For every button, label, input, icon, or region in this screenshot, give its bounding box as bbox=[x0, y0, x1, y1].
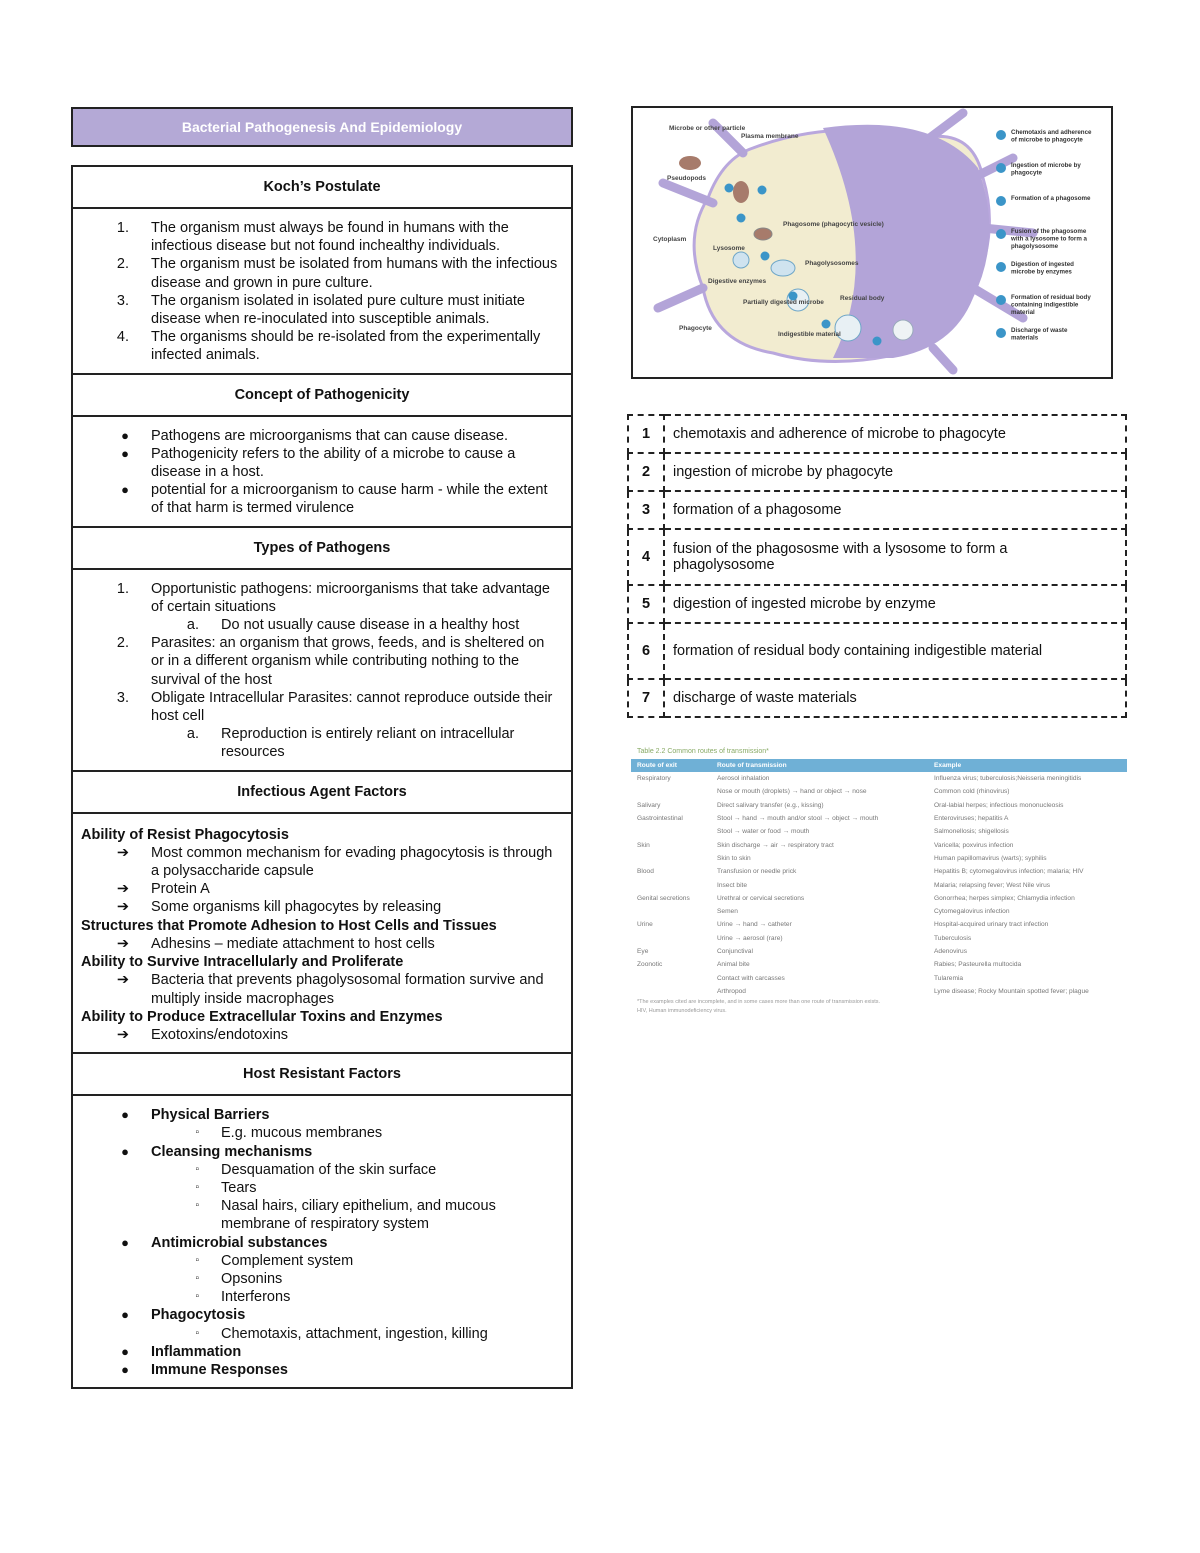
koch-heading: Koch’s Postulate bbox=[73, 167, 571, 209]
list-item-text: Adhesins – mediate attachment to host cells bbox=[151, 935, 435, 952]
transmission-caption: Table 2.2 Common routes of transmission* bbox=[637, 748, 769, 755]
transmission-cell: Tularemia bbox=[934, 974, 964, 982]
step-row bbox=[628, 585, 1126, 623]
transmission-row bbox=[631, 971, 1127, 984]
list-marker: ● bbox=[121, 1234, 129, 1250]
transmission-row bbox=[631, 878, 1127, 891]
step-row bbox=[628, 623, 1126, 679]
transmission-cell: Salivary bbox=[637, 801, 661, 809]
list-marker: ● bbox=[121, 1361, 129, 1377]
list-marker: ● bbox=[121, 1107, 129, 1123]
list-item-text: Immune Responses bbox=[151, 1361, 288, 1378]
list-marker: ● bbox=[121, 1307, 129, 1323]
transmission-row bbox=[631, 785, 1127, 798]
types-list bbox=[73, 570, 571, 772]
list-item-text: Antimicrobial substances bbox=[151, 1234, 328, 1251]
legend-number-icon bbox=[996, 163, 1006, 173]
host-factor bbox=[73, 1106, 561, 1124]
transmission-row bbox=[631, 812, 1127, 825]
page-title: Bacterial Pathogenesis And Epidemiology bbox=[71, 107, 573, 147]
legend-text: Formation of a phagosome bbox=[1011, 195, 1091, 202]
list-item-text: Pathogenicity refers to the ability of a microbe to cause a disease in a host. bbox=[151, 445, 516, 481]
step-text: ingestion of microbe by phagocyte bbox=[664, 453, 1126, 491]
transmission-cell: Adenovirus bbox=[934, 948, 967, 955]
list-marker: a. bbox=[186, 726, 199, 743]
types-item bbox=[73, 725, 561, 761]
transmission-row bbox=[631, 852, 1127, 865]
host-heading: Host Resistant Factors bbox=[73, 1054, 571, 1096]
list-marker: ➔ bbox=[116, 881, 129, 898]
legend-text: Fusion of the phagosome with a lysosome to form a phagolysosome bbox=[1011, 228, 1087, 250]
list-marker: ➔ bbox=[116, 844, 129, 861]
transmission-cell: Salmonellosis; shigellosis bbox=[934, 828, 1009, 836]
list-marker: ● bbox=[121, 482, 129, 498]
factor-item bbox=[81, 935, 561, 953]
legend-number-icon bbox=[996, 295, 1006, 305]
transmission-cell: Skin to skin bbox=[717, 854, 751, 862]
list-item-text: potential for a microorganism to cause harm - while the extent of that harm is termed virulence bbox=[151, 482, 548, 517]
transmission-cell: Contact with carcasses bbox=[717, 974, 785, 982]
pathogenicity-item bbox=[73, 427, 561, 445]
transmission-cell: Aerosol inhalation bbox=[717, 775, 770, 783]
list-item-text: Protein A bbox=[151, 881, 210, 898]
transmission-cell: Hepatitis B; cytomegalovirus infection; malaria; HIV bbox=[934, 868, 1084, 876]
label-phagolysosomes: Phagolysosomes bbox=[805, 260, 859, 267]
legend-number-icon bbox=[996, 229, 1006, 239]
phagocytosis-svg bbox=[633, 108, 1110, 376]
pathogenicity-heading: Concept of Pathogenicity bbox=[73, 375, 571, 417]
notes-table bbox=[71, 165, 573, 1389]
step-number: 6 bbox=[628, 623, 664, 679]
transmission-row bbox=[631, 918, 1127, 931]
transmission-cell: Semen bbox=[717, 908, 738, 916]
transmission-cell: Oral-labial herpes; infectious mononucleosis bbox=[934, 801, 1064, 809]
list-item-text: Obligate Intracellular Parasites: cannot reproduce outside their host cell bbox=[151, 689, 553, 725]
host-factor bbox=[73, 1143, 561, 1161]
host-factor bbox=[73, 1343, 561, 1361]
step-text: chemotaxis and adherence of microbe to phagocyte bbox=[664, 415, 1126, 453]
host-subitem bbox=[73, 1252, 561, 1270]
list-item-text: Cleansing mechanisms bbox=[151, 1143, 313, 1160]
host-subitem bbox=[73, 1270, 561, 1288]
host-subitem bbox=[73, 1161, 561, 1179]
list-item-text: The organism isolated in isolated pure culture must initiate disease when re-inoculated into susceptible animals. bbox=[151, 292, 525, 328]
transmission-row bbox=[631, 772, 1127, 785]
label-phagocyte: Phagocyte bbox=[679, 325, 712, 332]
list-item-text: Bacteria that prevents phagolysosomal formation survive and multiply inside macrophages bbox=[151, 972, 544, 1007]
list-marker: 4. bbox=[116, 329, 129, 346]
transmission-row bbox=[631, 905, 1127, 918]
list-marker: ▫ bbox=[195, 1327, 199, 1339]
list-item-text: The organism must be isolated from humans with the infectious disease and grown in pure culture. bbox=[151, 256, 558, 291]
transmission-cell: Direct salivary transfer (e.g., kissing) bbox=[717, 801, 824, 809]
list-item-text: Parasites: an organism that grows, feeds, and is sheltered on or in a different organism while contributing nothing to the survival of the host bbox=[151, 635, 545, 688]
transmission-cell: Tuberculosis bbox=[934, 934, 972, 942]
transmission-cell: Skin discharge → air → respiratory tract bbox=[717, 841, 834, 849]
label-plasma-membrane: Plasma membrane bbox=[741, 133, 799, 140]
transmission-cell: Varicella; poxvirus infection bbox=[934, 841, 1014, 849]
types-item bbox=[73, 689, 561, 725]
label-indigestible: Indigestible material bbox=[778, 331, 841, 338]
label-pseudopods: Pseudopods bbox=[667, 175, 707, 182]
legend-text: Digestion of ingested microbe by enzymes bbox=[1011, 261, 1074, 276]
factor-group-title: Ability to Survive Intracellularly and Proliferate bbox=[81, 954, 404, 971]
list-item-text: Pathogens are microorganisms that can cause disease. bbox=[151, 427, 509, 444]
transmission-cell: Gonorrhea; herpes simplex; Chlamydia infection bbox=[934, 894, 1075, 902]
transmission-cell: Malaria; relapsing fever; West Nile virus bbox=[934, 881, 1051, 889]
transmission-header bbox=[631, 759, 1127, 772]
transmission-cell: Transfusion or needle prick bbox=[717, 868, 797, 876]
transmission-row bbox=[631, 865, 1127, 878]
list-item-text: Opsonins bbox=[221, 1270, 283, 1287]
transmission-row bbox=[631, 945, 1127, 958]
transmission-row bbox=[631, 892, 1127, 905]
koch-list bbox=[73, 209, 571, 375]
list-marker: ● bbox=[121, 1343, 129, 1359]
step-row bbox=[628, 529, 1126, 585]
list-marker: 1. bbox=[116, 220, 129, 236]
transmission-cell: Skin bbox=[637, 841, 650, 849]
transmission-cell: Stool → water or food → mouth bbox=[717, 828, 810, 836]
factor-item bbox=[81, 880, 561, 898]
transmission-cell: Conjunctival bbox=[717, 948, 753, 955]
list-item-text: Phagocytosis bbox=[151, 1307, 246, 1324]
factor-item bbox=[81, 1026, 561, 1044]
list-marker: ▫ bbox=[195, 1127, 199, 1139]
transmission-cell: Stool → hand → mouth and/or stool → object → mouth bbox=[717, 815, 879, 823]
transmission-cell: Hospital-acquired urinary tract infection bbox=[934, 921, 1049, 929]
list-marker: ➔ bbox=[116, 972, 129, 989]
step-number: 5 bbox=[628, 585, 664, 623]
transmission-cell: Animal bite bbox=[717, 961, 750, 969]
transmission-cell: Common cold (rhinovirus) bbox=[934, 788, 1010, 796]
list-marker: ▫ bbox=[195, 1200, 199, 1212]
list-item-text: Complement system bbox=[221, 1252, 354, 1269]
transmission-row bbox=[631, 958, 1127, 971]
step-row bbox=[628, 453, 1126, 491]
label-microbe: Microbe or other particle bbox=[669, 125, 746, 132]
transmission-row bbox=[631, 932, 1127, 945]
transmission-cell: Enteroviruses; hepatitis A bbox=[934, 815, 1009, 823]
transmission-rows bbox=[631, 772, 1127, 998]
step-number: 2 bbox=[628, 453, 664, 491]
host-subitem bbox=[73, 1288, 561, 1306]
list-item-text: Nasal hairs, ciliary epithelium, and mucous membrane of respiratory system bbox=[221, 1198, 496, 1233]
legend-text: Discharge of waste materials bbox=[1011, 327, 1068, 342]
types-heading: Types of Pathogens bbox=[73, 528, 571, 570]
factor-item bbox=[81, 971, 561, 1007]
step-text: fusion of the phagososme with a lysosome to form a phagolysosome bbox=[664, 529, 1126, 585]
legend-number-icon bbox=[996, 130, 1006, 140]
list-item-text: The organisms should be re-isolated from the experimentally infected animals. bbox=[151, 329, 541, 364]
factor-group-title: Ability of Resist Phagocytosis bbox=[81, 826, 289, 843]
host-subitem bbox=[73, 1124, 561, 1142]
header-example: Example bbox=[934, 762, 962, 769]
koch-item bbox=[73, 219, 561, 255]
koch-item bbox=[73, 255, 561, 291]
list-marker: ➔ bbox=[116, 899, 129, 916]
label-residual-body: Residual body bbox=[840, 295, 885, 302]
list-marker: ● bbox=[121, 445, 129, 461]
types-item bbox=[73, 580, 561, 616]
transmission-cell: Respiratory bbox=[637, 775, 671, 783]
legend-number-icon bbox=[996, 196, 1006, 206]
transmission-cell: Urine → aerosol (rare) bbox=[717, 934, 783, 942]
transmission-row bbox=[631, 825, 1127, 838]
transmission-cell: Urine bbox=[637, 921, 653, 929]
transmission-footnote-1: *The examples cited are incomplete, and in some cases more than one route of transmission exists. bbox=[637, 999, 881, 1006]
list-marker: 1. bbox=[116, 580, 129, 597]
list-item-text: Reproduction is entirely reliant on intracellular resources bbox=[221, 726, 515, 761]
list-marker: 2. bbox=[116, 256, 129, 273]
list-item-text: Physical Barriers bbox=[151, 1107, 270, 1124]
step-row bbox=[628, 679, 1126, 717]
list-marker: ● bbox=[121, 1143, 129, 1159]
host-factor bbox=[73, 1306, 561, 1324]
list-marker: ➔ bbox=[116, 935, 129, 952]
legend-text: Formation of residual body containing indigestible material bbox=[1011, 294, 1091, 316]
transmission-cell: Lyme disease; Rocky Mountain spotted fever; plague bbox=[934, 987, 1089, 995]
host-subitem bbox=[73, 1179, 561, 1197]
list-marker: ▫ bbox=[195, 1291, 199, 1303]
legend-text: Chemotaxis and adherence of microbe to phagocyte bbox=[1011, 129, 1092, 144]
list-item-text: The organism must always be found in humans with the infectious disease but not found inchealthy individuals. bbox=[151, 220, 509, 255]
host-subitem bbox=[73, 1197, 561, 1233]
list-item-text: Exotoxins/endotoxins bbox=[151, 1026, 289, 1043]
transmission-footnote-2: HIV, Human immunodeficiency virus. bbox=[637, 1008, 727, 1015]
list-marker: a. bbox=[186, 617, 199, 634]
label-cytoplasm: Cytoplasm bbox=[653, 236, 687, 243]
step-row bbox=[628, 491, 1126, 529]
transmission-row bbox=[631, 799, 1127, 812]
list-marker: ▫ bbox=[195, 1254, 199, 1266]
factor-group-title: Ability to Produce Extracellular Toxins and Enzymes bbox=[81, 1008, 443, 1025]
step-row bbox=[628, 415, 1126, 453]
list-marker: ▫ bbox=[195, 1163, 199, 1175]
host-subitem bbox=[73, 1325, 561, 1343]
factor-group-title: Structures that Promote Adhesion to Host Cells and Tissues bbox=[81, 917, 497, 934]
transmission-cell: Zoonotic bbox=[637, 961, 663, 969]
label-phagosome: Phagosome (phagocytic vesicle) bbox=[783, 221, 884, 228]
list-item-text: Most common mechanism for evading phagocytosis is through a polysaccharide capsule bbox=[151, 844, 553, 880]
factor-item bbox=[81, 844, 561, 880]
transmission-cell: Gastrointestinal bbox=[637, 815, 683, 823]
list-marker: 2. bbox=[116, 635, 129, 652]
step-number: 1 bbox=[628, 415, 664, 453]
label-digestive-enzymes: Digestive enzymes bbox=[708, 278, 767, 285]
list-item-text: Chemotaxis, attachment, ingestion, killing bbox=[221, 1325, 488, 1342]
list-item-text: Opportunistic pathogens: microorganisms that take advantage of certain situations bbox=[151, 580, 550, 615]
notes-column bbox=[71, 107, 573, 1389]
transmission-cell: Blood bbox=[637, 868, 654, 876]
types-item bbox=[73, 634, 561, 689]
transmission-cell: Urine → hand → catheter bbox=[717, 921, 792, 929]
pathogenicity-list bbox=[73, 417, 571, 528]
phagocytosis-steps-table bbox=[627, 414, 1127, 718]
pathogenicity-item bbox=[73, 481, 561, 517]
transmission-cell: Rabies; Pasteurella multocida bbox=[934, 961, 1022, 969]
list-item-text: Desquamation of the skin surface bbox=[221, 1161, 437, 1178]
list-item-text: Do not usually cause disease in a healthy host bbox=[221, 617, 520, 634]
step-text: formation of residual body containing indigestible material bbox=[664, 623, 1126, 679]
list-item-text: Some organisms kill phagocytes by releasing bbox=[151, 899, 442, 916]
transmission-cell: Arthropod bbox=[717, 987, 746, 995]
koch-item bbox=[73, 328, 561, 364]
types-item bbox=[73, 616, 561, 634]
list-item-text: E.g. mucous membranes bbox=[221, 1125, 383, 1142]
transmission-cell: Nose or mouth (droplets) → hand or object → nose bbox=[717, 788, 867, 796]
list-marker: ● bbox=[121, 427, 129, 443]
list-marker: ➔ bbox=[116, 1026, 129, 1043]
step-number: 3 bbox=[628, 491, 664, 529]
host-list bbox=[73, 1096, 571, 1387]
transmission-cell: Influenza virus; tuberculosis;Neisseria meningitidis bbox=[934, 775, 1082, 783]
header-route-exit: Route of exit bbox=[637, 762, 677, 769]
pathogenicity-item bbox=[73, 445, 561, 481]
koch-item bbox=[73, 292, 561, 328]
phagocytosis-diagram bbox=[631, 106, 1113, 379]
transmission-cell: Human papillomavirus (warts); syphilis bbox=[934, 854, 1047, 862]
header-route-transmission: Route of transmission bbox=[717, 762, 787, 769]
host-factor bbox=[73, 1234, 561, 1252]
list-marker: ▫ bbox=[195, 1272, 199, 1284]
step-text: digestion of ingested microbe by enzyme bbox=[664, 585, 1126, 623]
transmission-row bbox=[631, 985, 1127, 998]
label-partially-digested: Partially digested microbe bbox=[743, 299, 824, 306]
step-text: formation of a phagosome bbox=[664, 491, 1126, 529]
step-number: 7 bbox=[628, 679, 664, 717]
transmission-cell: Cytomegalovirus infection bbox=[934, 908, 1010, 916]
infectious-list bbox=[73, 814, 571, 1054]
transmission-cell: Genital secretions bbox=[637, 894, 690, 902]
label-lysosome: Lysosome bbox=[713, 245, 745, 252]
list-item-text: Interferons bbox=[221, 1289, 291, 1306]
transmission-cell: Insect bite bbox=[717, 881, 748, 889]
legend-number-icon bbox=[996, 262, 1006, 272]
list-marker: 3. bbox=[116, 689, 129, 706]
transmission-table bbox=[631, 745, 1127, 1025]
transmission-cell: Urethral or cervical secretions bbox=[717, 894, 805, 902]
list-marker: ▫ bbox=[195, 1181, 199, 1193]
step-text: discharge of waste materials bbox=[664, 679, 1126, 717]
transmission-cell: Eye bbox=[637, 948, 649, 955]
step-number: 4 bbox=[628, 529, 664, 585]
list-marker: 3. bbox=[116, 292, 129, 309]
list-item-text: Inflammation bbox=[151, 1343, 242, 1360]
transmission-row bbox=[631, 838, 1127, 851]
legend-number-icon bbox=[996, 328, 1006, 338]
list-item-text: Tears bbox=[221, 1179, 257, 1196]
factor-item bbox=[81, 898, 561, 916]
legend-text: Ingestion of microbe by phagocyte bbox=[1011, 162, 1081, 177]
host-factor bbox=[73, 1361, 561, 1379]
infectious-heading: Infectious Agent Factors bbox=[73, 772, 571, 814]
